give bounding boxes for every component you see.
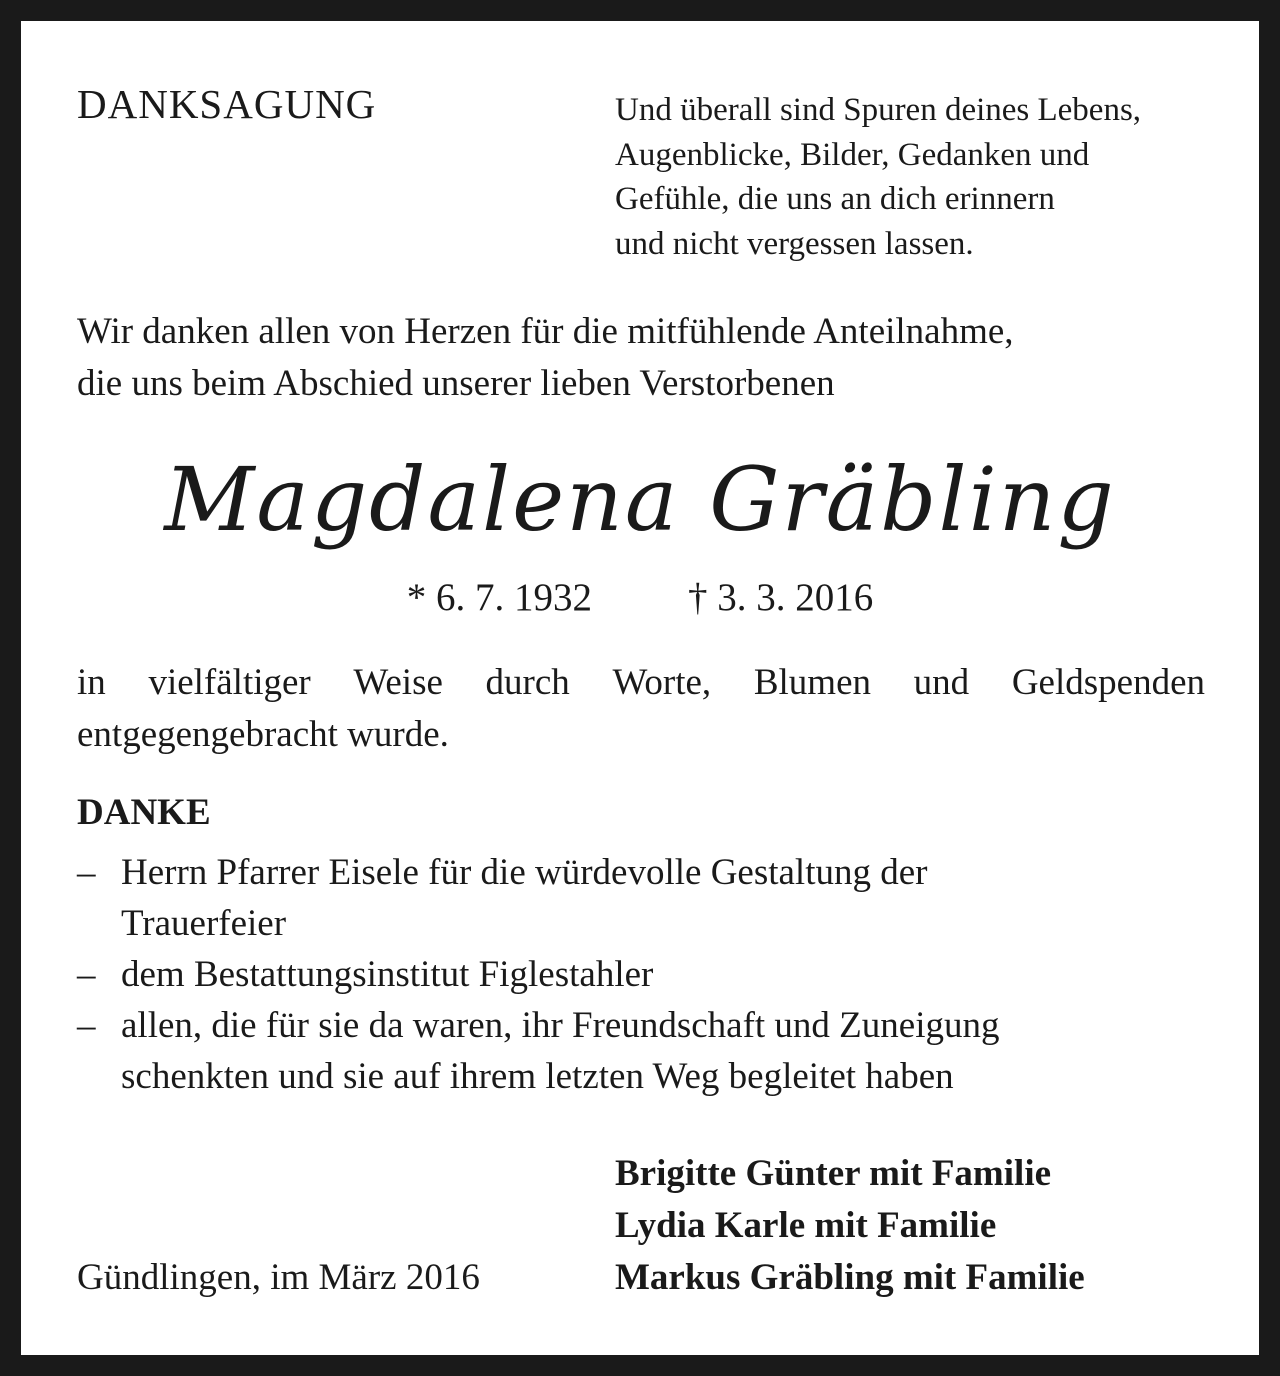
intro-line: die uns beim Abschied unserer lieben Verstorbenen <box>77 363 835 404</box>
signer: Markus Gräbling mit Familie <box>615 1257 1085 1298</box>
notice-heading: DANKSAGUNG <box>77 81 377 127</box>
word: Worte, <box>612 662 712 703</box>
death-date: † 3. 3. 2016 <box>688 576 874 619</box>
thanks-item-line: dem Bestattungsinstitut Figlestahler <box>121 954 654 995</box>
continuation-line: entgegengebracht wurde. <box>77 714 449 755</box>
danke-heading: DANKE <box>77 792 211 833</box>
intro-paragraph <box>77 306 1205 410</box>
thanks-item-line: allen, die für sie da waren, ihr Freundschaft und Zuneigung <box>121 1005 1000 1046</box>
continuation-paragraph <box>77 657 1205 761</box>
word: vielfältiger <box>148 662 311 703</box>
place-and-date: Gündlingen, im März 2016 <box>77 1257 480 1298</box>
signer: Brigitte Günter mit Familie <box>615 1153 1052 1194</box>
motto-line: Und überall sind Spuren deines Lebens, <box>615 92 1142 128</box>
word: in <box>77 662 106 703</box>
dash-bullet: – <box>77 852 96 893</box>
thanks-item <box>77 847 999 949</box>
thanks-list <box>77 847 999 1102</box>
motto-line: Gefühle, die uns an dich erinnern <box>615 181 1055 217</box>
motto-line: Augenblicke, Bilder, Gedanken und <box>615 136 1090 173</box>
thanks-item-line: Trauerfeier <box>121 903 287 944</box>
motto-line: und nicht vergessen lassen. <box>615 225 974 262</box>
life-dates <box>0 575 1280 620</box>
dash-bullet: – <box>77 954 96 995</box>
thanks-item-line: Herrn Pfarrer Eisele für die würdevolle Gestaltung der <box>121 852 928 893</box>
signers <box>615 1148 1085 1304</box>
word: und <box>913 662 970 703</box>
thanks-item <box>77 949 999 1000</box>
thanks-item <box>77 1000 999 1102</box>
deceased-name: Magdalena Gräbling <box>164 448 1116 551</box>
word: Weise <box>353 662 443 703</box>
motto-verse <box>615 88 1141 266</box>
continuation-line-justified <box>77 657 1205 709</box>
word: Geldspenden <box>1011 662 1205 703</box>
thanks-item-line: schenkten und sie auf ihrem letzten Weg begleitet haben <box>121 1056 954 1097</box>
signer: Lydia Karle mit Familie <box>615 1205 997 1246</box>
dash-bullet: – <box>77 1005 96 1046</box>
word: durch <box>485 662 570 703</box>
intro-line: Wir danken allen von Herzen für die mitfühlende Anteilnahme, <box>77 311 1014 352</box>
birth-date: * 6. 7. 1932 <box>406 576 592 619</box>
word: Blumen <box>753 662 872 703</box>
